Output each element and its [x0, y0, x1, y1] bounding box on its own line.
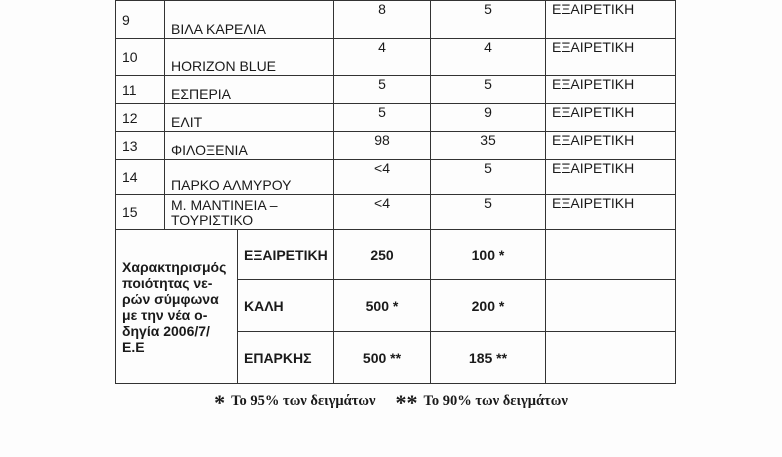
beach-name: ΠΑΡΚΟ ΑΛΜΥΡΟΥ — [165, 160, 334, 195]
footnote-marker-single: * — [214, 390, 226, 415]
beach-name: ΕΣΠΕΡΙΑ — [165, 76, 334, 104]
table-row — [116, 195, 676, 230]
footnote — [0, 390, 782, 416]
table-row — [116, 160, 676, 195]
table-row — [116, 39, 676, 76]
class-limit-2: 185 ** — [431, 332, 546, 384]
beach-name: Μ. ΜΑΝΤΙΝΕΙΑ – ΤΟΥΡΙΣΤΙΚΟ — [165, 195, 334, 230]
quality-rating: ΕΞΑΙΡΕΤΙΚΗ — [546, 160, 676, 195]
table-row — [116, 132, 676, 160]
class-name: ΕΠΑΡΚΗΣ — [238, 332, 334, 384]
table-row — [116, 1, 676, 39]
value-1: 4 — [334, 39, 431, 76]
value-2: 5 — [431, 160, 546, 195]
row-number: 10 — [116, 39, 165, 76]
beach-name: ΒΙΛΑ ΚΑΡΕΛΙΑ — [165, 1, 334, 39]
value-1: 98 — [334, 132, 431, 160]
beach-name: ΕΛΙΤ — [165, 104, 334, 132]
quality-rating: ΕΞΑΙΡΕΤΙΚΗ — [546, 132, 676, 160]
value-2: 4 — [431, 39, 546, 76]
quality-rating: ΕΞΑΙΡΕΤΙΚΗ — [546, 76, 676, 104]
quality-rating: ΕΞΑΙΡΕΤΙΚΗ — [546, 195, 676, 230]
empty-cell — [546, 230, 676, 280]
beach-name: HORIZON BLUE — [165, 39, 334, 76]
empty-cell — [546, 280, 676, 332]
value-1: 5 — [334, 76, 431, 104]
value-1: <4 — [334, 160, 431, 195]
value-1: 8 — [334, 1, 431, 39]
empty-cell — [546, 332, 676, 384]
table-row — [116, 104, 676, 132]
value-2: 9 — [431, 104, 546, 132]
quality-classification-label: Χαρακτηρισμός ποιότητας νε-ρών σύμφωνα με την νέα ο-δηγία 2006/7/Ε.Ε — [116, 230, 238, 384]
quality-rating: ΕΞΑΙΡΕΤΙΚΗ — [546, 39, 676, 76]
value-1: 5 — [334, 104, 431, 132]
row-number: 11 — [116, 76, 165, 104]
footnote-marker-double: ** — [395, 390, 418, 415]
footnote-text-90: Το 90% των δειγμάτων — [423, 393, 568, 409]
class-name: ΕΞΑΙΡΕΤΙΚΗ — [238, 230, 334, 280]
class-name: ΚΑΛΗ — [238, 280, 334, 332]
quality-rating: ΕΞΑΙΡΕΤΙΚΗ — [546, 1, 676, 39]
quality-rating: ΕΞΑΙΡΕΤΙΚΗ — [546, 104, 676, 132]
row-number: 15 — [116, 195, 165, 230]
footnote-text-95: Το 95% των δειγμάτων — [231, 393, 376, 409]
value-2: 5 — [431, 1, 546, 39]
class-limit-2: 200 * — [431, 280, 546, 332]
legend-row — [116, 230, 676, 280]
beach-water-quality-table — [115, 0, 676, 384]
row-number: 12 — [116, 104, 165, 132]
row-number: 14 — [116, 160, 165, 195]
value-1: <4 — [334, 195, 431, 230]
row-number: 13 — [116, 132, 165, 160]
beach-name: ΦΙΛΟΞΕΝΙΑ — [165, 132, 334, 160]
class-limit-1: 500 ** — [334, 332, 431, 384]
row-number: 9 — [116, 1, 165, 39]
value-2: 5 — [431, 76, 546, 104]
value-2: 5 — [431, 195, 546, 230]
class-limit-1: 500 * — [334, 280, 431, 332]
table-row — [116, 76, 676, 104]
class-limit-1: 250 — [334, 230, 431, 280]
class-limit-2: 100 * — [431, 230, 546, 280]
value-2: 35 — [431, 132, 546, 160]
